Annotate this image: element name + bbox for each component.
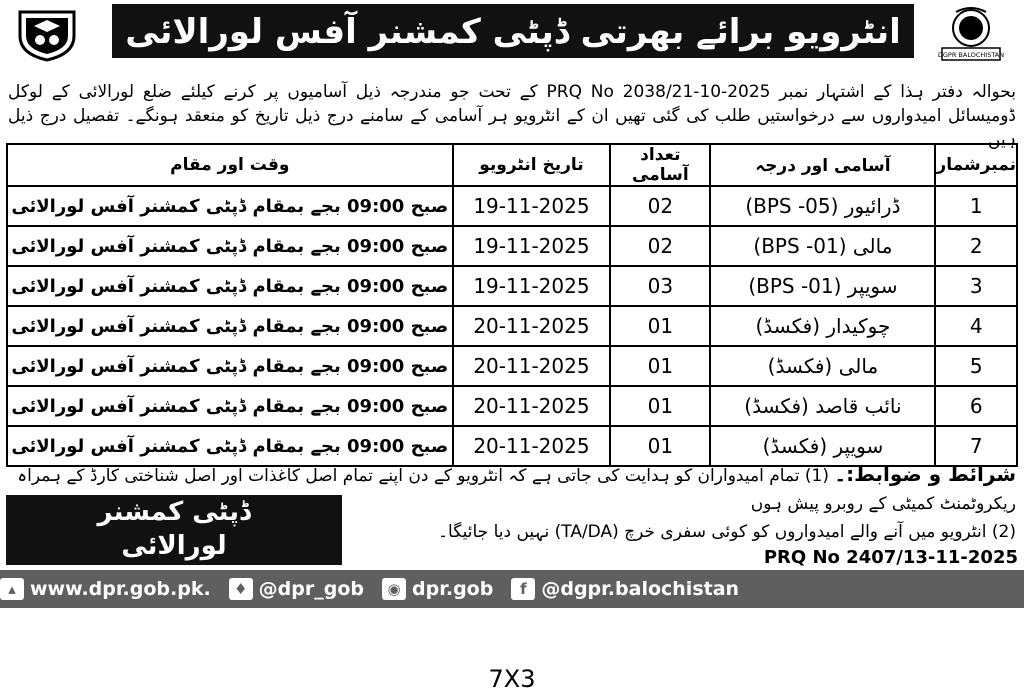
row-post: مالی (فکسڈ) xyxy=(710,346,935,386)
row-post: مالی (BPS -01) xyxy=(710,226,935,266)
table-row xyxy=(7,186,1017,226)
header-count: تعداد آسامی xyxy=(610,144,710,186)
footer-website[interactable] xyxy=(0,578,211,600)
row-date: 20-11-2025 xyxy=(453,386,611,426)
table-row xyxy=(7,346,1017,386)
interview-schedule-table xyxy=(6,143,1018,467)
row-serial: 5 xyxy=(935,346,1017,386)
website-text: www.dpr.gob.pk. xyxy=(30,578,211,600)
footer-twitter[interactable] xyxy=(229,578,364,600)
header-post: آسامی اور درجہ xyxy=(710,144,935,186)
dgpr-logo-icon xyxy=(936,6,1006,62)
row-count: 03 xyxy=(610,266,710,306)
row-count: 02 xyxy=(610,226,710,266)
header-date: تاریخ انٹرویو xyxy=(453,144,611,186)
intro-paragraph: بحوالہ دفتر ہذا کے اشتہار نمبر PRQ No 2038/21-10-2025 کے تحت جو مندرجہ ذیل آسامیوں پر کرنے کیلئے ضلع لورالائی کے لوکل ڈومیسائل امیدواروں سے درخواستیں طلب کی گئی تھیں ان کے انٹرویو ہر آسامی کے سامنے درج ذیل تاریخ کو منعقد ہونگے۔ تفصیل درج ذیل ہیں۔ xyxy=(8,82,1016,150)
svg-text:DGPR BALOCHISTAN: DGPR BALOCHISTAN xyxy=(937,51,1005,59)
row-date: 20-11-2025 xyxy=(453,306,611,346)
balochistan-emblem-icon xyxy=(12,6,82,62)
facebook-handle: @dgpr.balochistan xyxy=(541,578,740,600)
row-count: 01 xyxy=(610,306,710,346)
row-serial: 7 xyxy=(935,426,1017,466)
row-date: 19-11-2025 xyxy=(453,186,611,226)
table-header-row xyxy=(7,144,1017,186)
row-venue: صبح 09:00 بجے بمقام ڈپٹی کمشنر آفس لورالائی xyxy=(7,226,453,266)
row-post: نائب قاصد (فکسڈ) xyxy=(710,386,935,426)
row-venue: صبح 09:00 بجے بمقام ڈپٹی کمشنر آفس لورالائی xyxy=(7,266,453,306)
header-venue: وقت اور مقام xyxy=(7,144,453,186)
table-row xyxy=(7,306,1017,346)
table-row xyxy=(7,386,1017,426)
row-venue: صبح 09:00 بجے بمقام ڈپٹی کمشنر آفس لورالائی xyxy=(7,386,453,426)
row-venue: صبح 09:00 بجے بمقام ڈپٹی کمشنر آفس لورالائی xyxy=(7,186,453,226)
signature-block xyxy=(6,495,342,565)
mouse-icon: ▴ xyxy=(0,578,24,600)
footer-instagram[interactable] xyxy=(382,578,493,600)
condition-1-text: (1) تمام امیدواران کو ہدایت کی جاتی ہے کہ انٹرویو کے دن اپنے تمام اصل کاغذات اور اصل شناختی کارڈ کے ہمراہ ریکروٹمنٹ کمیٹی کے روبرو پیش ہوں xyxy=(17,466,1016,514)
row-post: سویپر (BPS -01) xyxy=(710,266,935,306)
condition-2: (2) انٹرویو میں آنے والے امیدواروں کو کوئی سفری خرچ (TA/DA) نہیں دیا جائیگا۔ xyxy=(438,522,1016,542)
twitter-handle: @dpr_gob xyxy=(258,578,364,600)
row-count: 01 xyxy=(610,346,710,386)
row-venue: صبح 09:00 بجے بمقام ڈپٹی کمشنر آفس لورالائی xyxy=(7,346,453,386)
twitter-icon: ♦ xyxy=(229,578,253,600)
signature-district: لورالائی xyxy=(121,531,227,561)
ad-size-label: 7X3 xyxy=(488,665,536,693)
row-date: 20-11-2025 xyxy=(453,346,611,386)
table-row xyxy=(7,266,1017,306)
page-title: انٹرویو برائے بھرتی ڈپٹی کمشنر آفس لورالائی xyxy=(112,4,914,58)
row-count: 02 xyxy=(610,186,710,226)
footer-facebook[interactable] xyxy=(511,578,739,600)
instagram-icon: ◉ xyxy=(382,578,406,600)
table-row xyxy=(7,226,1017,266)
row-serial: 3 xyxy=(935,266,1017,306)
row-venue: صبح 09:00 بجے بمقام ڈپٹی کمشنر آفس لورالائی xyxy=(7,306,453,346)
signature-title: ڈپٹی کمشنر xyxy=(97,497,251,527)
header-serial: نمبرشمار xyxy=(935,144,1017,186)
facebook-icon: f xyxy=(511,578,535,600)
row-serial: 6 xyxy=(935,386,1017,426)
footer-bar xyxy=(0,570,1024,608)
row-date: 19-11-2025 xyxy=(453,226,611,266)
row-serial: 1 xyxy=(935,186,1017,226)
row-venue: صبح 09:00 بجے بمقام ڈپٹی کمشنر آفس لورالائی xyxy=(7,426,453,466)
release-number: PRQ No 2407/13-11-2025 xyxy=(763,547,1018,568)
row-serial: 2 xyxy=(935,226,1017,266)
row-count: 01 xyxy=(610,426,710,466)
conditions-heading: شرائط و ضوابط:۔ xyxy=(834,462,1016,486)
row-post: ڈرائیور (BPS -05) xyxy=(710,186,935,226)
row-serial: 4 xyxy=(935,306,1017,346)
instagram-handle: dpr.gob xyxy=(412,578,494,600)
row-post: چوکیدار (فکسڈ) xyxy=(710,306,935,346)
row-post: سویپر (فکسڈ) xyxy=(710,426,935,466)
row-date: 20-11-2025 xyxy=(453,426,611,466)
row-date: 19-11-2025 xyxy=(453,266,611,306)
row-count: 01 xyxy=(610,386,710,426)
